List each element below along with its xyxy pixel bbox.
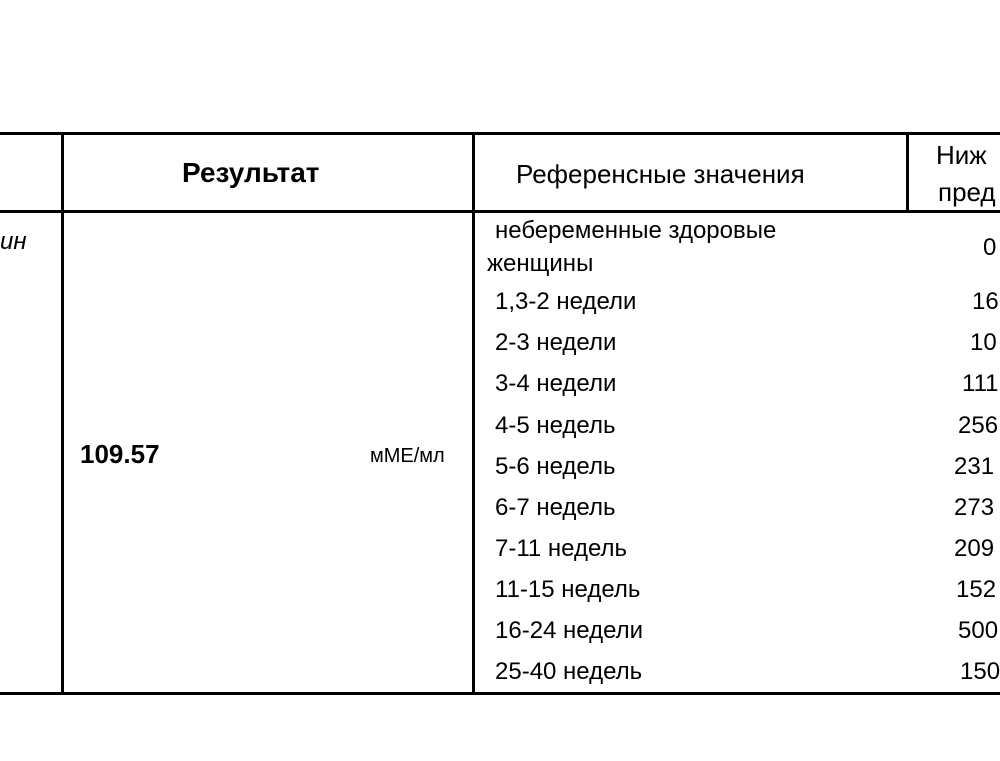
reference-label: 16-24 недели (495, 617, 644, 644)
header-reference: Референсные значения (516, 159, 805, 189)
reference-label: 4-5 недель (495, 412, 616, 439)
reference-label: небеременные здоровые (495, 217, 777, 244)
reference-label: 6-7 недель (495, 494, 616, 521)
analyte-name-fragment: ин (0, 228, 27, 255)
reference-lower: 231 (954, 453, 995, 480)
header-lower-line1: Ниж (936, 140, 987, 170)
reference-label: 2-3 недели (495, 329, 617, 356)
reference-label: 7-11 недель (495, 535, 628, 562)
reference-lower: 152 (956, 576, 997, 603)
header-result: Результат (182, 157, 320, 188)
reference-lower: 10 (970, 329, 997, 356)
reference-label: 5-6 недель (495, 453, 616, 480)
reference-label: 3-4 недели (495, 370, 617, 397)
result-value: 109.57 (80, 439, 160, 469)
table-top-border (0, 132, 1000, 135)
reference-label: 25-40 недель (495, 658, 643, 685)
reference-label: 1,3-2 недели (495, 288, 637, 315)
reference-lower: 256 (958, 412, 999, 439)
reference-lower: 150 (960, 658, 1000, 685)
reference-label: женщины (487, 250, 594, 277)
reference-lower: 16 (972, 288, 999, 315)
header-bottom-border (0, 210, 1000, 213)
result-unit: мМЕ/мл (370, 445, 445, 467)
reference-lower: 111 (962, 370, 999, 397)
column-divider (472, 132, 475, 695)
table-bottom-border (0, 692, 1000, 695)
reference-lower: 273 (954, 494, 995, 521)
header-lower-line2: пред (938, 177, 996, 207)
reference-lower: 500 (958, 617, 999, 644)
reference-lower: 0 (983, 234, 997, 261)
reference-label: 11-15 недель (495, 576, 641, 603)
column-divider (906, 132, 909, 213)
reference-lower: 209 (954, 535, 995, 562)
column-divider (61, 132, 64, 695)
